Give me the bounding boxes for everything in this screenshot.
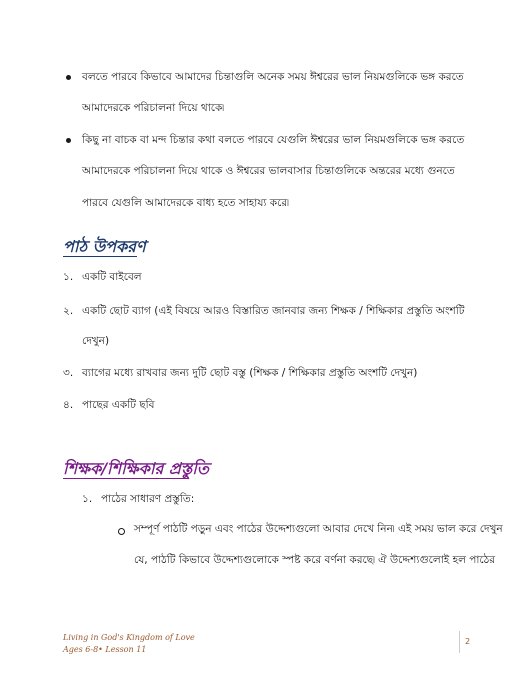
materials-heading: পাঠ উপকরণ [63, 237, 146, 256]
materials-heading-underline [63, 256, 137, 257]
objective-1-line-1: বলতে পারবে কিভাবে আমাদের চিন্তাগুলি অনেক সময় ঈশ্বরের ভাল নিয়মগুলিকে ভঙ্গ করতে [82, 71, 464, 83]
preparation-sub-item-1-line-2: যে, পাঠটি কিভাবে উদ্দেশ্যগুলোকে স্পষ্ট করে বর্ণনা করছে৷ ঐ উদ্দেশ্যগুলোই হল পাঠের [134, 554, 496, 566]
page-number: 2 [465, 637, 471, 646]
objective-2-line-1: কিছু না বাচক বা মন্দ চিন্তার কথা বলতে পারবে যেগুলি ঈশ্বরের ভাল নিয়মগুলিকে ভঙ্গ করতে [82, 134, 465, 146]
preparation-heading-underline [63, 478, 189, 479]
objective-1-line-2: আমাদেরকে পরিচালনা দিয়ে থাকে৷ [82, 102, 225, 114]
materials-item-1-text: একটি বাইবেল [82, 271, 142, 283]
materials-item-4-text: পাছের একটি ছবি [82, 399, 155, 411]
materials-item-1-number: ১. [63, 271, 74, 283]
materials-item-4-number: ৪. [63, 399, 74, 411]
preparation-item-1-number: ১. [82, 493, 93, 505]
preparation-sub-item-1-line-1: সম্পূর্ণ পাঠটি পড়ুন এবং পাঠের উদ্দেশ্যগুলো আবার দেখে নিন৷ এই সময় ভাল করে দেখুন [134, 523, 503, 535]
materials-item-3-text: ব্যাগের মধ্যে রাখবার জন্য দুটি ছোট বস্তু (শিক্ষক / শিক্ষিকার প্রস্তুতি অংশটি দেখুন) [82, 367, 418, 379]
objective-2-line-2: আমাদেরকে পরিচালনা দিয়ে থাকে ও ঈশ্বরের ভালবাসার চিন্তাগুলিকে অন্তরের মধ্যে গুনতে [82, 165, 455, 177]
bullet-icon [66, 75, 71, 80]
objective-2-line-3: পারবে যেগুলি আমাদেরকে বাধ্য হতে সাহায্য করে৷ [82, 197, 289, 209]
bullet-icon [66, 138, 71, 143]
footer-subtitle: Ages 6-8• Lesson 11 [63, 645, 147, 654]
footer-divider [459, 631, 460, 653]
preparation-item-1-text: পাঠের সাধারণ প্রস্তুতি: [101, 493, 195, 505]
materials-item-2-text-line-2: দেখুন) [82, 335, 110, 347]
sub-bullet-icon [118, 528, 125, 535]
materials-item-3-number: ৩. [63, 367, 74, 379]
materials-item-2-text-line-1: একটি ছোট ব্যাগ (এই বিষয়ে আরও বিস্তারিত জানবার জন্য শিক্ষক / শিক্ষিকার প্রস্তুতি অংশটি [82, 305, 465, 317]
footer-title: Living in God's Kingdom of Love [63, 633, 195, 642]
preparation-heading: শিক্ষক/শিক্ষিকার প্রস্তুতি [63, 459, 209, 478]
materials-item-2-number: ২. [63, 305, 74, 317]
